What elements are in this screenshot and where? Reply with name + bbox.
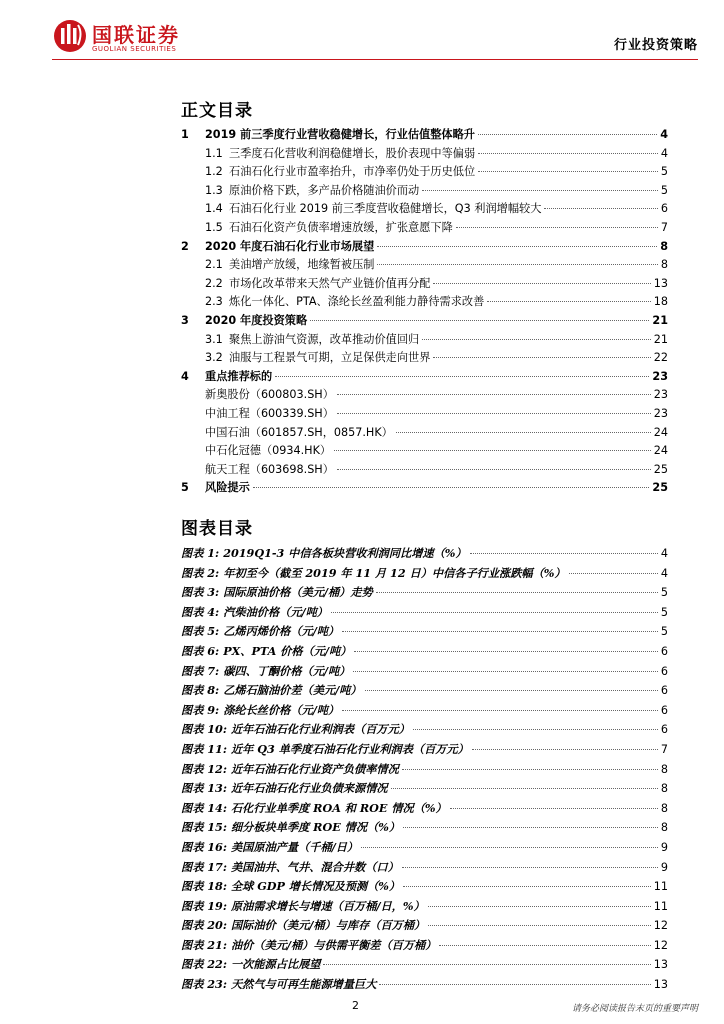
figure-entry-page: 11	[653, 880, 668, 894]
toc-entry-page: 23	[652, 369, 668, 383]
toc-entry[interactable]	[181, 442, 668, 461]
figure-entry-label: 图表 9:	[181, 702, 220, 717]
figure-entry[interactable]	[181, 565, 668, 585]
figure-entry-label: 图表 8:	[181, 683, 220, 698]
toc-entry-page: 5	[660, 165, 668, 179]
logo-english-name: GUOLIAN SECURITIES	[92, 45, 177, 53]
figure-entry-page: 6	[660, 664, 668, 678]
toc-entry[interactable]	[181, 238, 668, 257]
toc-entry[interactable]	[181, 145, 668, 164]
toc-entry-title: 市场化改革带来天然气产业链价值再分配	[229, 276, 431, 290]
figure-entry-page: 12	[653, 938, 668, 952]
figure-entry[interactable]	[181, 721, 668, 741]
toc-entry-page: 24	[653, 425, 668, 439]
toc-entry-title: 航天工程（603698.SH）	[205, 462, 334, 476]
toc-entry[interactable]	[181, 312, 668, 331]
figure-entry-page: 5	[660, 625, 668, 639]
toc-entry-number: 1.4	[205, 202, 223, 216]
figure-entry-page: 6	[660, 644, 668, 658]
toc-entry-title: 重点推荐标的	[205, 369, 273, 383]
toc-entry-title: 石油石化行业市盈率抬升，市净率仍处于历史低位	[229, 165, 476, 179]
figure-entry-label: 图表 13:	[181, 781, 227, 796]
figure-entry-page: 5	[660, 605, 668, 619]
figure-entry-label: 图表 23:	[181, 977, 227, 992]
dot-leader	[470, 553, 658, 554]
figure-entry-label: 图表 17:	[181, 859, 227, 874]
toc-entry-number: 1	[181, 128, 189, 141]
figure-entry-title: 一次能源占比展望	[230, 957, 321, 972]
toc-entry-page: 8	[660, 239, 668, 253]
dot-leader	[377, 264, 657, 265]
figure-entry[interactable]	[181, 702, 668, 722]
toc-entry-page: 25	[652, 481, 668, 495]
toc-entry-number: 2	[181, 239, 189, 253]
dot-leader	[379, 984, 650, 985]
figure-entry[interactable]	[181, 780, 668, 800]
dot-leader	[334, 450, 651, 451]
toc-entry-number: 1.3	[205, 183, 223, 197]
figure-entry-page: 9	[660, 860, 668, 874]
figure-entry[interactable]	[181, 917, 668, 937]
page-number: 2	[352, 999, 359, 1012]
dot-leader	[361, 847, 658, 848]
toc-entry-page: 4	[660, 146, 668, 160]
toc-entry-title: 原油价格下跌，多产品价格随油价而动	[229, 183, 420, 197]
toc-entry-page: 8	[660, 258, 668, 272]
toc-entry-title: 2020 年度石油石化行业市场展望	[205, 239, 375, 253]
toc-entry-page: 23	[653, 406, 668, 420]
figure-entry-title: 美国油井、气井、混合井数（口）	[230, 859, 399, 874]
dot-leader	[337, 413, 651, 414]
figure-entry[interactable]	[181, 878, 668, 898]
figure-entry-title: 石化行业单季度 ROA 和 ROE 情况（%）	[230, 800, 447, 815]
toc-entry-page: 24	[653, 444, 668, 458]
toc-entry[interactable]	[181, 405, 668, 424]
toc-entry-page: 22	[653, 351, 668, 365]
dot-leader	[433, 357, 650, 358]
dot-leader	[422, 339, 651, 340]
toc-entry-title: 风险提示	[205, 481, 250, 495]
toc-title: 正文目录	[181, 101, 253, 121]
dot-leader	[342, 710, 658, 711]
figure-entry-title: 碳四、丁酮价格（元/吨）	[223, 663, 351, 678]
toc-entry-title: 中油工程（600339.SH）	[205, 406, 334, 420]
dot-leader	[323, 964, 650, 965]
figure-entry-label: 图表 21:	[181, 937, 227, 952]
dot-leader	[396, 432, 651, 433]
toc-entry[interactable]	[181, 275, 668, 294]
figure-entry-title: 天然气与可再生能源增量巨大	[230, 977, 377, 992]
dot-leader	[472, 749, 658, 750]
disclaimer-note: 请务必阅读报告末页的重要声明	[571, 1004, 698, 1014]
dot-leader	[353, 671, 658, 672]
figure-entry-page: 13	[653, 958, 668, 972]
figure-entry-label: 图表 1:	[181, 546, 220, 560]
dot-leader	[253, 487, 650, 488]
toc-entry-number: 3	[181, 313, 189, 327]
figure-entry-title: 细分板块单季度 ROE 情况（%）	[230, 820, 401, 835]
toc-entry[interactable]	[181, 331, 668, 350]
figure-entry-page: 4	[660, 547, 668, 560]
toc-entry[interactable]	[181, 479, 668, 498]
dot-leader	[478, 153, 658, 154]
dot-leader	[402, 769, 658, 770]
dot-leader	[487, 301, 650, 302]
figure-entry-title: 油价（美元/桶）与供需平衡差（百万桶）	[230, 937, 437, 952]
toc-entry[interactable]	[181, 256, 668, 275]
dot-leader	[310, 320, 649, 321]
toc-entry-number: 2.1	[205, 258, 223, 272]
toc-entry-title: 石油石化行业 2019 前三季度营收稳健增长，Q3 利润增幅较大	[229, 202, 542, 216]
figure-entry[interactable]	[181, 956, 668, 976]
figure-entry-label: 图表 4:	[181, 604, 220, 619]
dot-leader	[422, 190, 658, 191]
toc-entry-number: 3.2	[205, 351, 223, 365]
dot-leader	[450, 808, 658, 809]
toc-entry[interactable]	[181, 182, 668, 201]
figure-entry[interactable]	[181, 819, 668, 839]
figure-entry-title: 年初至今（截至 2019 年 11 月 12 日）中信各子行业涨跌幅（%）	[223, 565, 566, 580]
figure-entry[interactable]	[181, 584, 668, 604]
table-of-contents	[181, 126, 668, 498]
dot-leader	[376, 592, 658, 593]
figure-entry[interactable]	[181, 623, 668, 643]
toc-entry[interactable]	[181, 461, 668, 480]
dot-leader	[331, 612, 658, 613]
dot-leader	[478, 171, 658, 172]
dot-leader	[354, 651, 657, 652]
figure-entry-title: 国际原油价格（美元/桶）走势	[223, 585, 373, 600]
header-divider	[52, 59, 698, 60]
figure-entry-page: 4	[660, 566, 668, 580]
figure-entry-title: 2019Q1-3 中信各板块营收利润同比增速（%）	[223, 546, 467, 560]
toc-entry-title: 炼化一体化、PTA、涤纶长丝盈利能力静待需求改善	[229, 295, 485, 309]
figure-entry[interactable]	[181, 761, 668, 781]
figure-entry[interactable]	[181, 898, 668, 918]
dot-leader	[569, 573, 658, 574]
figure-entry[interactable]	[181, 976, 668, 996]
toc-entry-title: 聚焦上游油气资源，改革推动价值回归	[229, 332, 420, 346]
figure-entry[interactable]	[181, 663, 668, 683]
figure-list	[181, 545, 668, 996]
figure-entry-page: 13	[653, 978, 668, 992]
dot-leader	[275, 376, 649, 377]
toc-entry-number: 4	[181, 369, 189, 383]
figure-entry-title: 近年石油石化行业负债来源情况	[230, 781, 388, 796]
figure-entry-page: 8	[660, 821, 668, 835]
figure-entry-page: 11	[653, 899, 668, 913]
figure-entry-label: 图表 15:	[181, 820, 227, 835]
figure-entry-title: 近年 Q3 单季度石油石化行业利润表（百万元）	[230, 741, 469, 756]
toc-entry-page: 5	[660, 183, 668, 197]
figure-entry-title: 国际油价（美元/桶）与库存（百万桶）	[230, 918, 426, 933]
figure-entry-page: 6	[660, 684, 668, 698]
figure-entry-label: 图表 6:	[181, 643, 220, 658]
dot-leader	[439, 945, 650, 946]
figure-entry-page: 8	[660, 801, 668, 815]
document-type: 行业投资策略	[613, 38, 698, 53]
figure-entry[interactable]	[181, 859, 668, 879]
figure-entry-label: 图表 10:	[181, 722, 227, 737]
dot-leader	[402, 867, 658, 868]
figure-entry-label: 图表 22:	[181, 957, 227, 972]
toc-entry-title: 2019 前三季度行业营收稳健增长，行业估值整体略升	[205, 128, 475, 141]
toc-entry[interactable]	[181, 368, 668, 387]
toc-entry-number: 1.2	[205, 165, 223, 179]
figure-entry-label: 图表 3:	[181, 585, 220, 600]
dot-leader	[391, 788, 658, 789]
toc-entry-page: 23	[653, 388, 668, 402]
toc-entry[interactable]	[181, 293, 668, 312]
figure-entry-page: 8	[660, 782, 668, 796]
guolian-logo-icon	[52, 17, 88, 53]
figure-entry-title: 近年石油石化行业利润表（百万元）	[230, 722, 410, 737]
toc-entry[interactable]	[181, 219, 668, 238]
toc-entry-page: 21	[653, 332, 668, 346]
toc-entry-title: 中国石油（601857.SH，0857.HK）	[205, 425, 393, 439]
figure-entry[interactable]	[181, 643, 668, 663]
dot-leader	[456, 227, 658, 228]
figure-entry-page: 6	[660, 703, 668, 717]
toc-entry-title: 美油增产放缓，地缘暂被压制	[229, 258, 375, 272]
figure-entry-label: 图表 16:	[181, 839, 227, 854]
figure-entry-label: 图表 5:	[181, 624, 220, 639]
toc-entry-page: 4	[660, 128, 668, 141]
figure-entry-label: 图表 12:	[181, 761, 227, 776]
toc-entry-title: 新奥股份（600803.SH）	[205, 388, 334, 402]
dot-leader	[403, 827, 658, 828]
toc-entry-title: 中石化冠德（0934.HK）	[205, 444, 332, 458]
dot-leader	[377, 246, 657, 247]
page-header	[0, 0, 724, 62]
dot-leader	[365, 690, 658, 691]
figure-entry[interactable]	[181, 741, 668, 761]
figure-entry-label: 图表 2:	[181, 565, 220, 580]
toc-entry-page: 25	[653, 462, 668, 476]
dot-leader	[337, 469, 651, 470]
toc-entry-page: 18	[653, 295, 668, 309]
toc-entry-page: 7	[660, 220, 668, 234]
dot-leader	[428, 925, 651, 926]
toc-entry[interactable]	[181, 200, 668, 219]
figure-entry-page: 6	[660, 723, 668, 737]
toc-entry-number: 5	[181, 481, 189, 495]
dot-leader	[544, 208, 657, 209]
toc-entry[interactable]	[181, 349, 668, 368]
figure-entry-page: 7	[660, 742, 668, 756]
figure-entry[interactable]	[181, 682, 668, 702]
toc-entry-number: 2.2	[205, 276, 223, 290]
figure-list-title: 图表目录	[181, 519, 253, 539]
figure-entry[interactable]	[181, 604, 668, 624]
figure-entry-page: 8	[660, 762, 668, 776]
figure-entry[interactable]	[181, 800, 668, 820]
figure-entry-page: 5	[660, 586, 668, 600]
figure-entry-label: 图表 19:	[181, 898, 227, 913]
company-logo	[52, 17, 202, 57]
figure-entry[interactable]	[181, 937, 668, 957]
figure-entry-title: 原油需求增长与增速（百万桶/日，%）	[230, 898, 425, 913]
toc-entry-number: 1.5	[205, 220, 223, 234]
dot-leader	[478, 134, 657, 135]
dot-leader	[337, 394, 651, 395]
figure-entry-title: 美国原油产量（千桶/日）	[230, 839, 359, 854]
toc-entry[interactable]	[181, 126, 668, 145]
figure-entry-title: 全球 GDP 增长情况及预测（%）	[230, 879, 401, 894]
figure-entry-label: 图表 7:	[181, 663, 220, 678]
toc-entry-title: 油服与工程景气可期，立足保供走向世界	[229, 351, 431, 365]
figure-entry[interactable]	[181, 839, 668, 859]
toc-entry[interactable]	[181, 386, 668, 405]
figure-entry-title: 汽柴油价格（元/吨）	[223, 604, 328, 619]
figure-entry-label: 图表 20:	[181, 918, 227, 933]
toc-entry-number: 2.3	[205, 295, 223, 309]
toc-entry-page: 13	[653, 276, 668, 290]
figure-entry-title: PX、PTA 价格（元/吨）	[223, 643, 352, 658]
figure-entry-title: 涤纶长丝价格（元/吨）	[223, 702, 340, 717]
figure-entry-title: 乙烯石脑油价差（美元/吨）	[223, 683, 362, 698]
figure-entry[interactable]	[181, 545, 668, 565]
figure-entry-label: 图表 18:	[181, 879, 227, 894]
dot-leader	[413, 729, 658, 730]
toc-entry-page: 21	[652, 313, 668, 327]
figure-entry-title: 乙烯丙烯价格（元/吨）	[223, 624, 340, 639]
figure-entry-label: 图表 11:	[181, 741, 227, 756]
logo-chinese-name: 国联证券	[92, 23, 180, 47]
dot-leader	[428, 906, 651, 907]
toc-entry-title: 2020 年度投资策略	[205, 313, 308, 327]
toc-entry-title: 石油石化资产负债率增速放缓，扩张意愿下降	[229, 220, 453, 234]
toc-entry-title: 三季度石化营收利润稳健增长，股价表现中等偏弱	[229, 146, 476, 160]
toc-entry-number: 1.1	[205, 146, 223, 160]
dot-leader	[403, 886, 651, 887]
toc-entry[interactable]	[181, 424, 668, 443]
figure-entry-page: 12	[653, 919, 668, 933]
dot-leader	[342, 631, 658, 632]
figure-entry-title: 近年石油石化行业资产负债率情况	[230, 761, 399, 776]
figure-entry-label: 图表 14:	[181, 800, 227, 815]
dot-leader	[433, 283, 650, 284]
toc-entry[interactable]	[181, 163, 668, 182]
figure-entry-page: 9	[660, 840, 668, 854]
toc-entry-number: 3.1	[205, 332, 223, 346]
toc-entry-page: 6	[660, 202, 668, 216]
